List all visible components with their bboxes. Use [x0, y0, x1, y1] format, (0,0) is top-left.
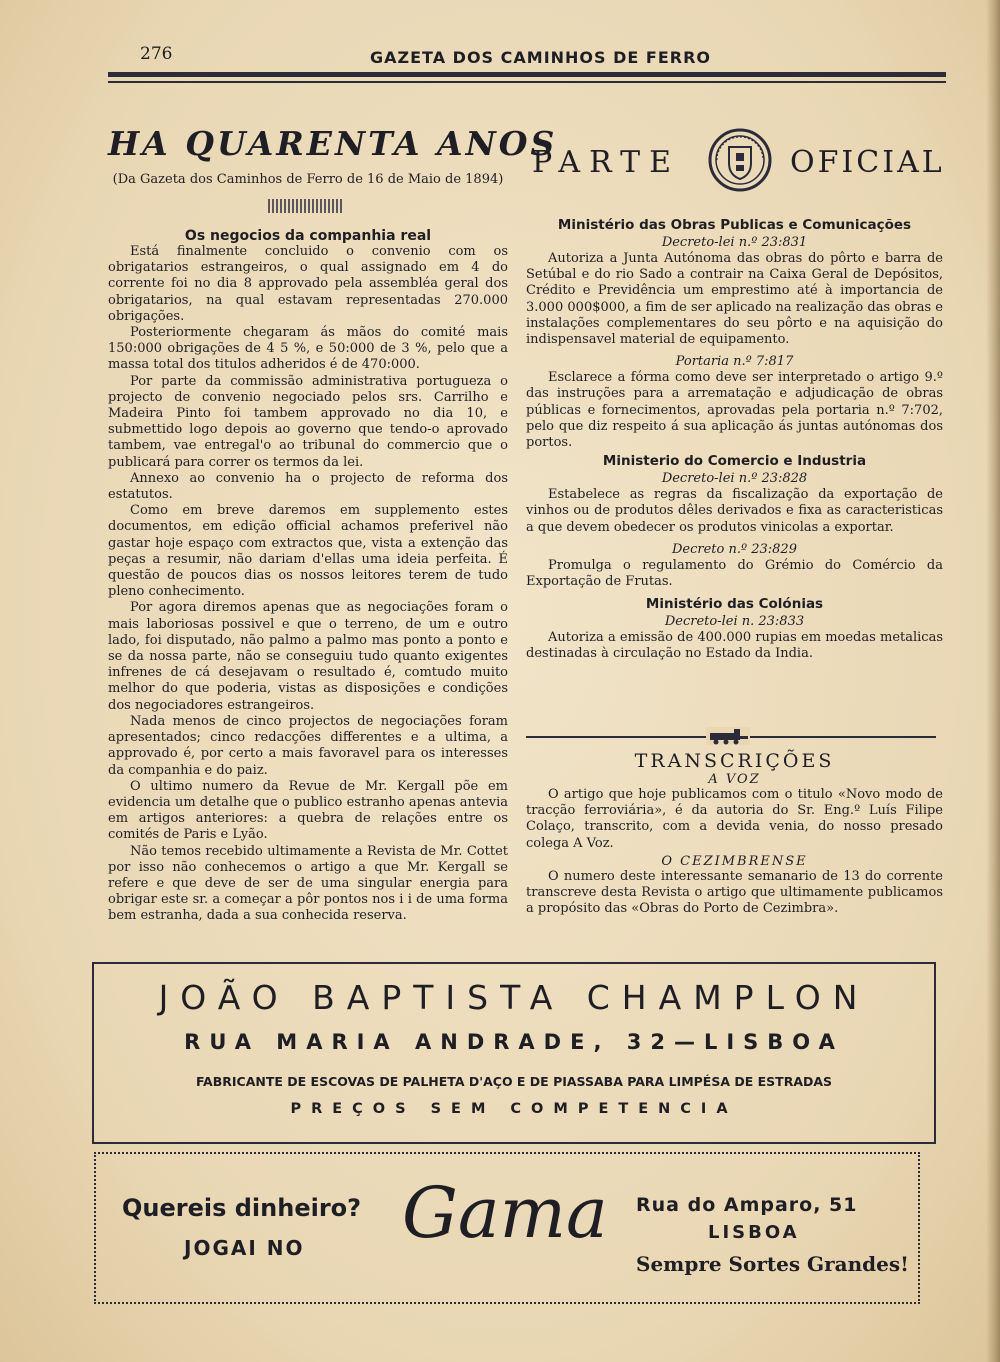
paragraph: Por agora diremos apenas que as negociações foram o mais laboriosas possivel e que o terreno, de um e outro lado, foi disputado, não palmo a palmo mas ponto a ponto e se da nossa parte, não se conseguiu tudo quanto exigentes infrenes de cá desejavam o resultado é, comtudo muito melhor do que poderia, vistas as disposições e condições dos negociadores estrangeiros. [108, 600, 508, 713]
paragraph: Posteriormente chegaram ás mãos do comité mais 150:000 obrigações de 4 5 %, e 50:000 de 3 %, pelo que a massa total dos titulos adheridos é de 470:000. [108, 325, 508, 373]
oficial-heading: OFICIAL [790, 145, 945, 180]
ad-call: JOGAI NO [184, 1236, 305, 1260]
ministry-heading: Ministério das Colónias [645, 596, 824, 613]
ornament-divider [268, 199, 344, 213]
section-subtitle: (Da Gazeta dos Caminhos de Ferro de 16 de Maio de 1894) [112, 172, 504, 187]
champlon-advertisement [92, 962, 936, 1144]
decree-text: Estabelece as regras da fiscalização da exportação de vinhos ou de produtos dêles derivados e fixa as caracteristicas a que devem obedecer os produtos vinicolas a exportar. [526, 487, 943, 535]
ad-slogan: Sempre Sortes Grandes! [636, 1252, 909, 1276]
transcription-text: O artigo que hoje publicamos com o titulo «Novo modo de tracção ferroviária», é da autoria do Sr. Eng.º Luís Filipe Colaço, transcrito, com a devida venia, do nosso presado colega A Voz. [526, 787, 943, 851]
decree-title: Decreto-lei n.º 23:831 [661, 235, 808, 250]
paragraph: Por parte da commissão administrativa portugueza o projecto de convenio negociado pelos srs. Carrilho e Madeira Pinto foi tambem approvado no dia 10, e submettido logo depois ao governo que tendo-o aprovado tambem, vae entregal'o ao tribunal do commercio que o publicará para correr os termos da lei. [108, 373, 508, 470]
ministry-heading: Ministerio do Comercio e Industria [602, 453, 867, 470]
gama-logo: Gama [402, 1172, 608, 1254]
header-rule-thin [108, 81, 946, 83]
ad-company-name: JOÃO BAPTISTA CHAMPLON [158, 978, 870, 1017]
article-heading: Os negocios da companhia real [184, 228, 432, 244]
header-rule [108, 72, 946, 77]
publication-title: GAZETA DOS CAMINHOS DE FERRO [370, 48, 712, 67]
paragraph: Annexo ao convenio ha o projecto de reforma dos estatutos. [108, 470, 508, 503]
ad-question: Quereis dinheiro? [122, 1194, 362, 1222]
ad-address: RUA MARIA ANDRADE, 32—LISBOA [184, 1030, 844, 1054]
decree-title: Decreto-lei n.º 23:828 [661, 471, 808, 487]
transcricoes-section [526, 744, 943, 917]
train-ornament-icon [706, 727, 750, 745]
ad-description: FABRICANTE DE ESCOVAS DE PALHETA D'AÇO E DE PIASSABA PARA LIMPÉSA DE ESTRADAS [195, 1074, 833, 1089]
gama-advertisement [94, 1152, 920, 1304]
article-body-left [108, 244, 508, 925]
page-edge-shadow [986, 0, 1000, 1362]
paragraph: Não temos recebido ultimamente a Revista de Mr. Cottet por isso não conhecemos o artigo a que Mr. Kergall se refere e que deve de ser de uma singular energia para obrigar este sr. a começar a pôr pontos nos i i de uma forma bem estranha, dada a sua conhecida reserva. [108, 843, 508, 924]
decree-text: Promulga o regulamento do Grémio do Comércio da Exportação de Frutas. [526, 557, 943, 590]
paragraph: Como em breve daremos em supplemento estes documentos, em edição official achamos preferivel não gastar hoje espaço com extractos que, vista a extenção das peças a resumir, não dariam d'ellas uma ideia perfeita. É questão de poucos dias os nossos leitores terem de tudo pleno conhecimento. [108, 503, 508, 600]
decree-title: Decreto-lei n. 23:833 [664, 614, 805, 630]
ad-address-city: LISBOA [708, 1222, 800, 1243]
ministry-heading: Ministério das Obras Publicas e Comunicações [557, 217, 912, 233]
decree-text: Autoriza a Junta Autónoma das obras do pôrto e barra de Setúbal e do rio Sado a contrair na Caixa Geral de Depósitos, Crédito e Previdência um emprestimo até à importancia de 3.000 000$000, a fim de ser aplicado na realização das obras e instalações complementares do seu pôrto e na aquisição do indispensavel material de equipamento. [526, 251, 943, 348]
paragraph: Nada menos de cinco projectos de negociações foram apresentados; cinco redacções differentes e a ultima, a approvado é, por certo a mais favoravel para os interesses da companhia e do paiz. [108, 713, 508, 778]
official-section [526, 215, 943, 663]
decree-text: Esclarece a fórma como deve ser interpretado o artigo 9.º das instruções para a arrematação e adjudicação de obras públicas e fornecimentos, aprovadas pela portaria n.º 7:702, pelo que diz respeito á sua aplicação ás juntas autónomas dos portos. [526, 370, 943, 451]
ad-tagline: PREÇOS SEM COMPETENCIA [290, 1101, 738, 1117]
subsection-title: O CEZIMBRENSE [661, 853, 808, 869]
transcription-text: O numero deste interessante semanario de 13 do corrente transcreve desta Revista o artigo que ultimamente publicamos a propósito das «Obras do Porto de Cezimbra». [526, 868, 943, 917]
decree-title: Decreto n.º 23:829 [672, 541, 797, 557]
page-number: 276 [140, 44, 173, 64]
decree-title: Portaria n.º 7:817 [675, 354, 794, 370]
subsection-title: A VOZ [708, 772, 761, 787]
transcricoes-heading: TRANSCRIÇÕES [634, 750, 835, 772]
paragraph: Está finalmente concluido o convenio com os obrigatarios estrangeiros, o qual assignado em 4 do corrente foi no dia 8 approvado pela assembléa geral dos obrigatarios, na qual estavam representadas 270.000 obrigações. [108, 244, 508, 324]
parte-heading: PARTE [532, 145, 681, 180]
ad-address-street: Rua do Amparo, 51 [636, 1194, 858, 1216]
section-title-ha-quarenta-anos: HA QUARENTA ANOS [108, 124, 558, 163]
decree-text: Autoriza a emissão de 400.000 rupias em moedas metalicas destinadas à circulação no Estado da India. [526, 630, 943, 662]
coat-of-arms-seal-icon [707, 127, 773, 193]
paragraph: O ultimo numero da Revue de Mr. Kergall põe em evidencia um detalhe que o publico estranho apenas antevia em artigos anteriores: a quebra de relações entre os comités de Paris e Lyão. [108, 778, 508, 843]
